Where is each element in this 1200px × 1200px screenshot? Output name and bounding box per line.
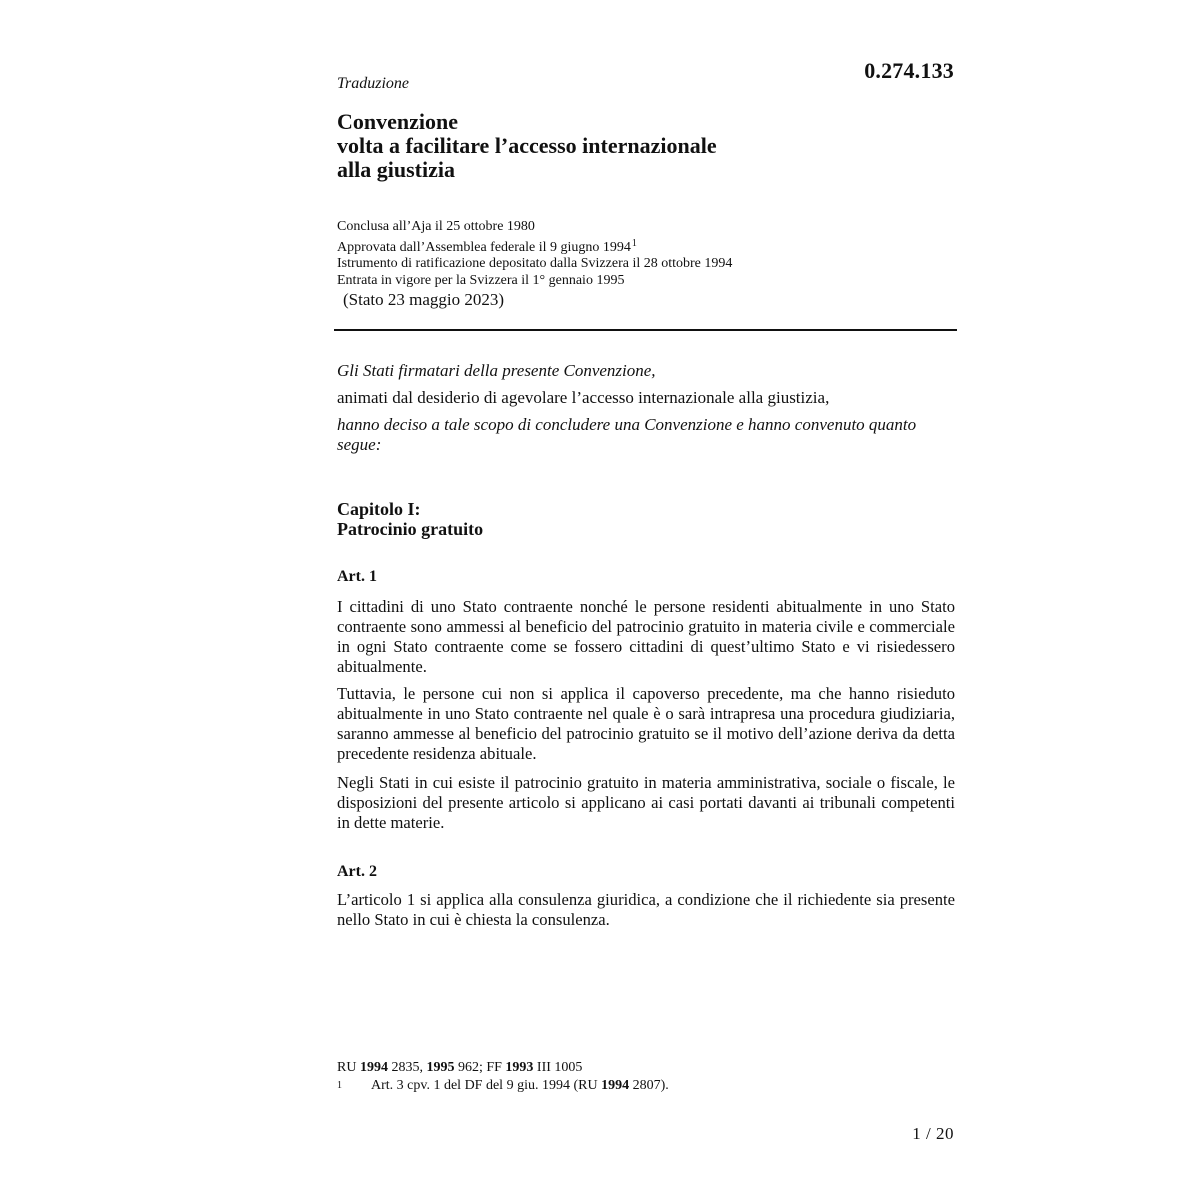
concluded-line: Conclusa all’Aja il 25 ottobre 1980 (337, 219, 535, 234)
chapter-heading (337, 499, 483, 539)
sr-number: 0.274.133 (864, 58, 954, 83)
source-text: III 1005 (533, 1060, 583, 1075)
footnotes (337, 1059, 669, 1095)
preamble-line: hanno deciso a tale scopo di concludere una Convenzione e hanno convenuto quanto segue: (337, 415, 917, 454)
preamble-line: animati dal desiderio di agevolare l’accesso internazionale alla giustizia, (337, 388, 830, 407)
header-divider (334, 329, 957, 331)
status-date: (Stato 23 maggio 2023) (343, 290, 505, 309)
title-line: volta a facilitare l’accesso internazionale (337, 133, 717, 158)
approved-line (337, 236, 732, 257)
footnote-reference[interactable]: 1 (631, 237, 637, 249)
page-counter: 1 / 20 (912, 1124, 954, 1143)
footnote-number: 1 (337, 1080, 342, 1091)
article-paragraph: Tuttavia, le persone cui non si applica il capoverso precedente, ma che hanno risieduto abitualmente in uno Stato contraente nel quale è o sarà intrapresa una procedura giudiziaria, saranno ammesse al beneficio del patrocinio gratuito se il motivo dell’azione deriva da detta precedente residenza abituale. (337, 684, 955, 763)
ratification-line: Istrumento di ratificazione depositato dalla Svizzera il 28 ottobre 1994 (337, 256, 733, 271)
source-text: 962; FF (454, 1060, 506, 1075)
chapter-title: Patrocinio gratuito (337, 519, 484, 539)
source-text: 2835, (387, 1060, 427, 1075)
source-year: 1993 (505, 1060, 534, 1075)
source-reference (337, 1059, 669, 1077)
footnote (337, 1077, 669, 1095)
article-heading: Art. 2 (337, 863, 377, 880)
source-year: 1994 (359, 1060, 388, 1075)
translation-label: Traduzione (337, 75, 410, 92)
source-text: RU (337, 1060, 360, 1075)
approved-text: Approvata dall’Assemblea federale il 9 giugno 1994 (337, 239, 631, 255)
article-heading: Art. 1 (337, 568, 377, 585)
article-paragraph: I cittadini di uno Stato contraente nonché le persone residenti abitualmente in uno Stato contraente sono ammessi al beneficio del patrocinio gratuito in materia civile e commerciale in ogni Stato contraente come se fossero cittadini di quest’ultimo Stato e vi risiedessero abitualmente. (337, 597, 955, 676)
document-title (337, 110, 717, 182)
chapter-label: Capitolo I: (337, 499, 421, 519)
article-paragraph: Negli Stati in cui esiste il patrocinio gratuito in materia amministrativa, sociale o fiscale, le disposizioni del presente articolo si applicano ai casi portati davanti ai tribunali competenti in dette materie. (337, 773, 955, 832)
footnote-year: 1994 (601, 1078, 630, 1093)
footnote-text-part: 2807). (629, 1078, 669, 1093)
entry-into-force-line: Entrata in vigore per la Svizzera il 1° gennaio 1995 (337, 272, 625, 288)
source-year: 1995 (426, 1060, 455, 1075)
article-paragraph: L’articolo 1 si applica alla consulenza giuridica, a condizione che il richiedente sia presente nello Stato in cui è chiesta la consulenza. (337, 890, 955, 929)
footnote-text (371, 1077, 669, 1095)
document-metadata (337, 219, 732, 289)
title-line: Convenzione (337, 109, 458, 134)
title-line: alla giustizia (337, 157, 455, 182)
preamble-line: Gli Stati firmatari della presente Convenzione, (337, 361, 656, 380)
footnote-text-part: Art. 3 cpv. 1 del DF del 9 giu. 1994 (RU (371, 1078, 602, 1093)
